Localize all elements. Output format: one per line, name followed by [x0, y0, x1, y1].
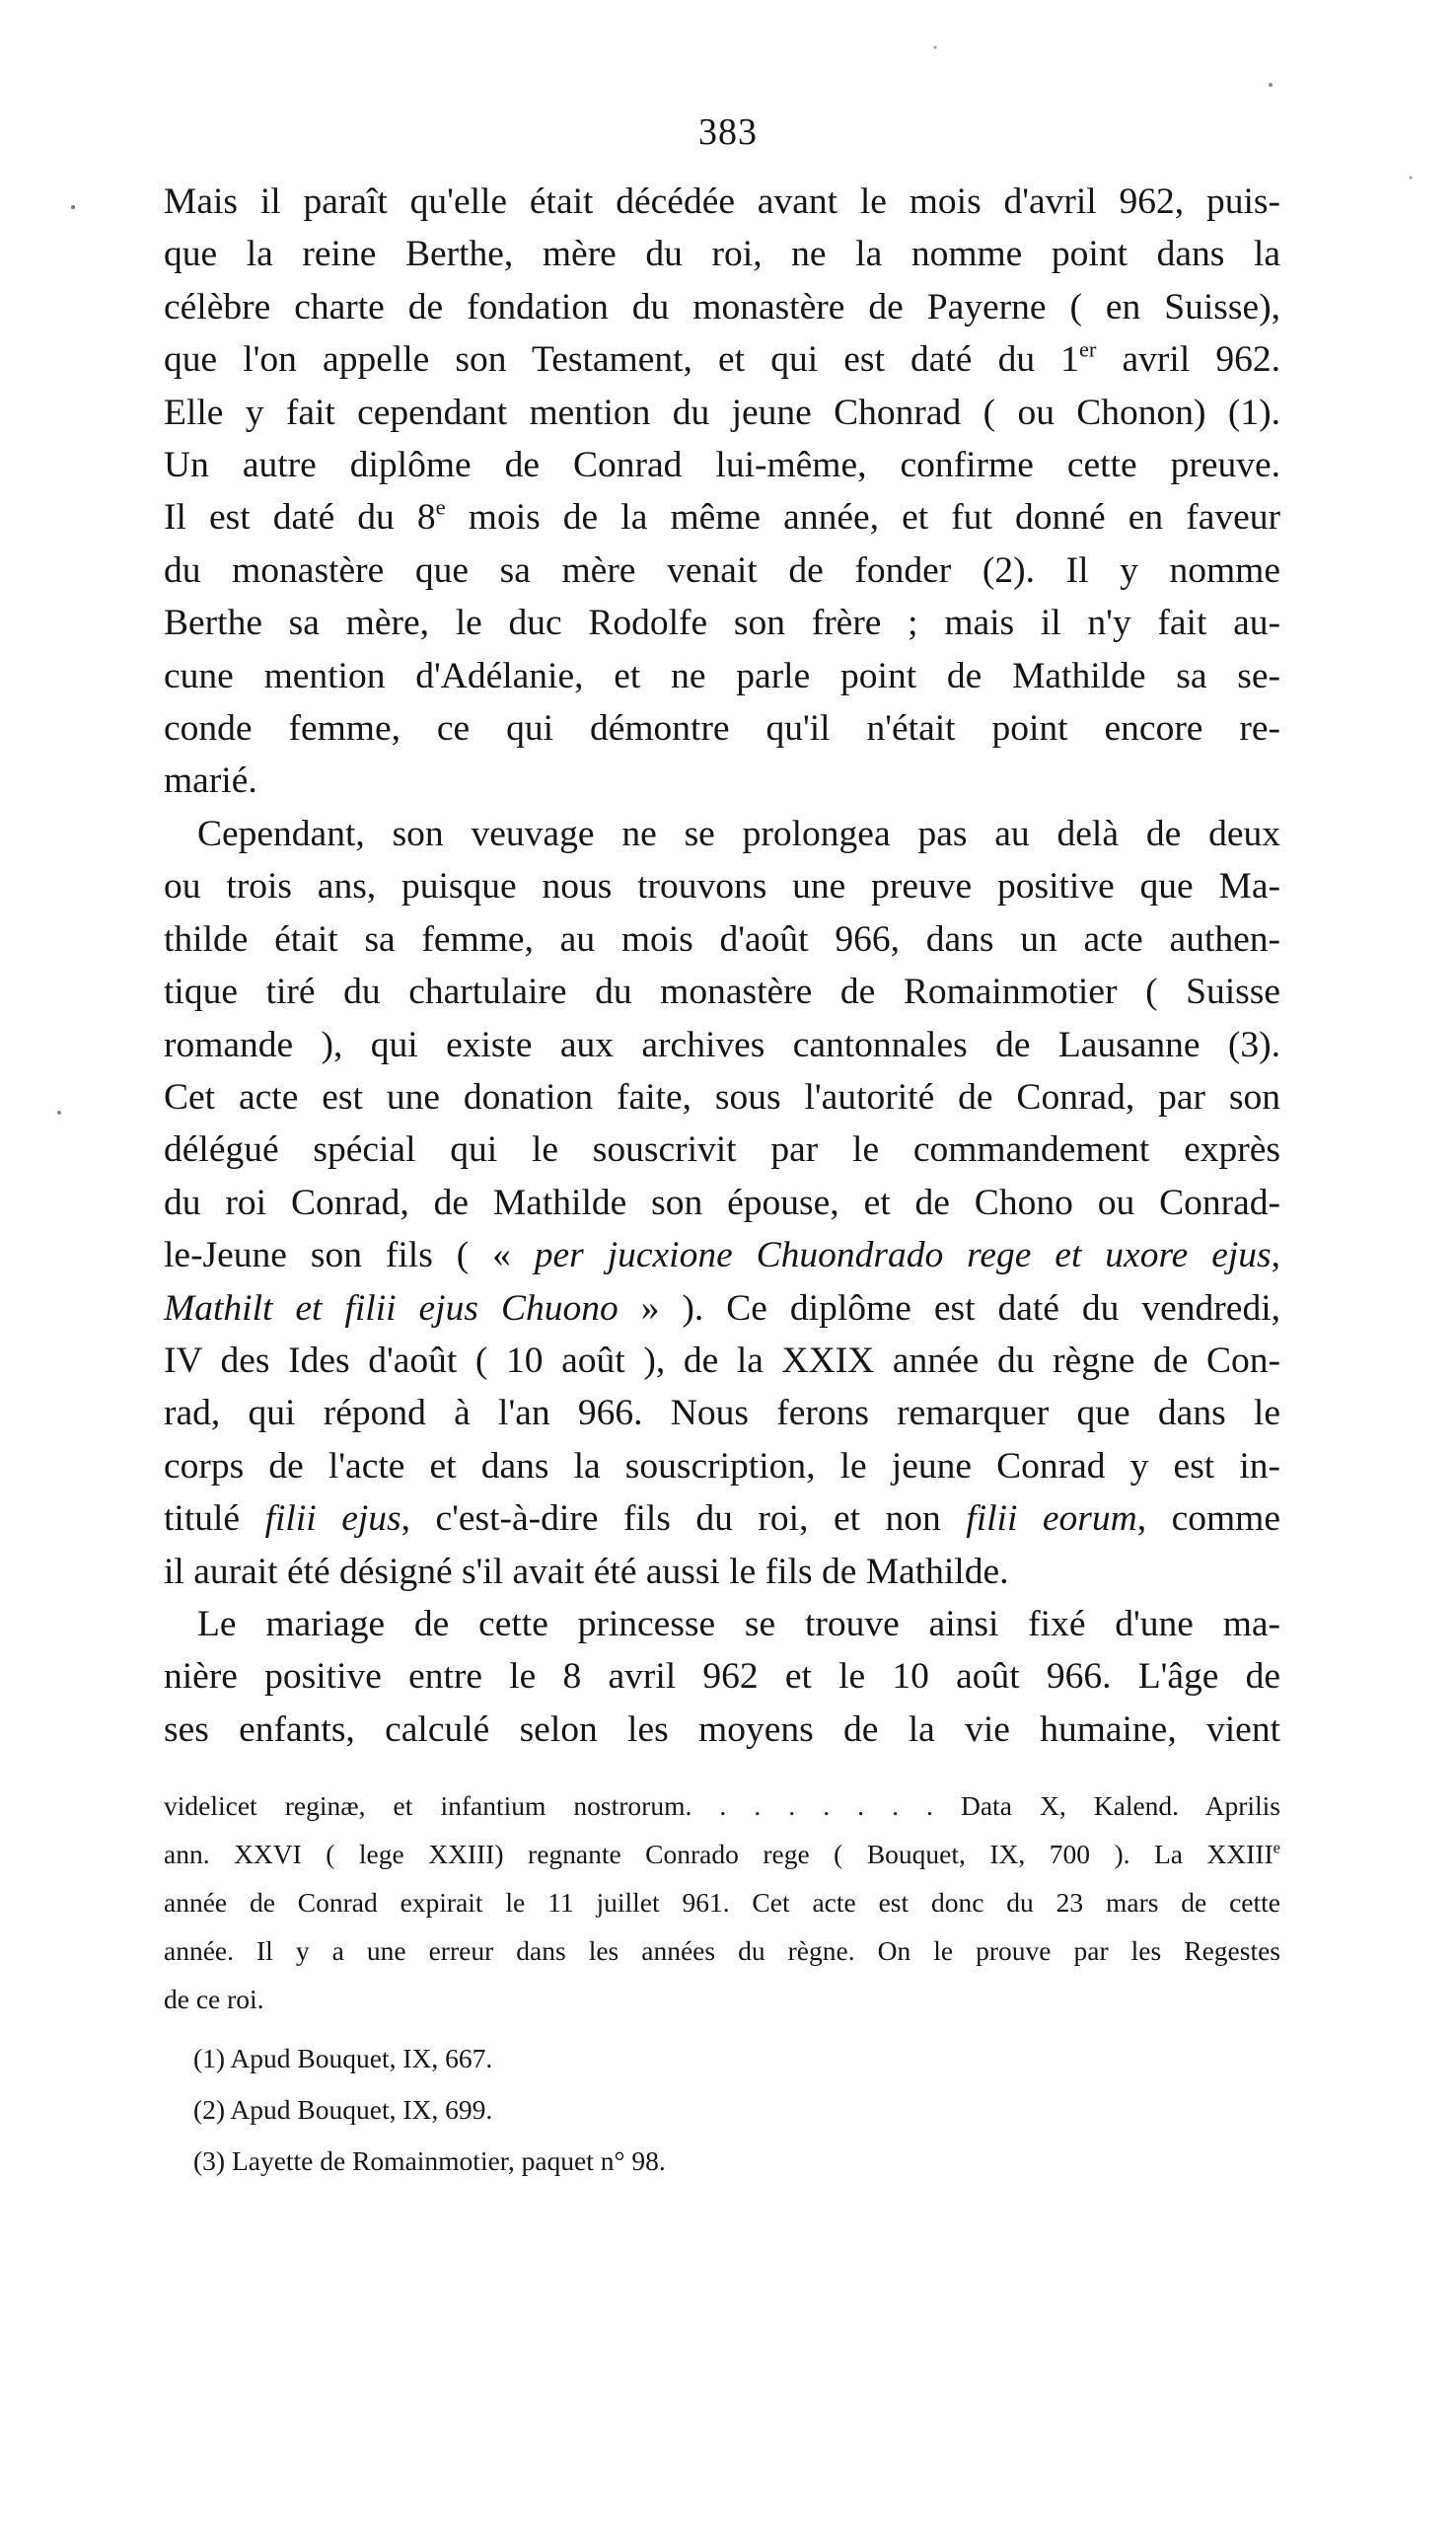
text-span: que l'on appelle son Testament, et qui est daté du 1	[164, 339, 1079, 381]
text-span: » ). Ce diplôme est daté du vendredi,	[618, 1287, 1280, 1329]
text-line: marié.	[164, 761, 257, 802]
text-line: du roi Conrad, de Mathilde son épouse, et de Chono ou Conrad-	[164, 1182, 1280, 1223]
text-span: Il est daté du 8	[164, 497, 436, 539]
text-line: romande ), qui existe aux archives cantonnales de Lausanne (3).	[164, 1024, 1280, 1065]
text-line: nière positive entre le 8 avril 962 et le 10 août 966. L'âge de	[164, 1656, 1280, 1698]
text-span: avril 962.	[1096, 339, 1280, 381]
ink-speck	[57, 1111, 61, 1115]
latin-term: filii ejus	[264, 1498, 401, 1540]
latin-quote: per jucxione Chuondrado rege et uxore ejus	[534, 1235, 1272, 1276]
text-line: IV des Ides d'août ( 10 août ), de la XXIX année du règne de Con-	[164, 1340, 1280, 1381]
superscript: e	[1273, 1838, 1280, 1857]
text-line: célèbre charte de fondation du monastère de Payerne ( en Suisse),	[164, 286, 1280, 327]
ink-speck	[934, 46, 937, 49]
ink-speck	[71, 205, 75, 209]
text-line: cune mention d'Adélanie, et ne parle point de Mathilde sa se-	[164, 655, 1280, 696]
footnote-1: (1) Apud Bouquet, IX, 667.	[193, 2043, 493, 2073]
latin-term: filii eorum	[966, 1498, 1137, 1540]
latin-quote: Mathilt et filii ejus Chuono	[164, 1287, 619, 1329]
footnote-line: videlicet reginæ, et infantium nostrorum. . . . . . . . Data X, Kalend. Aprilis	[164, 1790, 1280, 1821]
footnote-3: (3) Layette de Romainmotier, paquet n° 98.	[193, 2145, 666, 2176]
superscript: er	[1078, 336, 1097, 362]
text-span: , comme	[1136, 1498, 1280, 1540]
text-span: ,	[1271, 1235, 1280, 1276]
text-span: , c'est-à-dire fils du roi, et non	[400, 1498, 967, 1540]
text-line: conde femme, ce qui démontre qu'il n'était point encore re-	[164, 708, 1280, 750]
text-line: tique tiré du chartulaire du monastère de Romainmotier ( Suisse	[164, 972, 1280, 1013]
page-number: 383	[698, 111, 758, 153]
text-line: Un autre diplôme de Conrad lui-même, confirme cette preuve.	[164, 445, 1280, 486]
text-line: Cet acte est une donation faite, sous l'autorité de Conrad, par son	[164, 1076, 1280, 1118]
text-line: Le mariage de cette princesse se trouve ainsi fixé d'une ma-	[197, 1603, 1280, 1644]
text-span: ann. XXVI ( lege XXIII) regnante Conrado rege ( Bouquet, IX, 700 ). La XXIII	[164, 1839, 1274, 1869]
text-line: que la reine Berthe, mère du roi, ne la nomme point dans la	[164, 234, 1280, 275]
text-span: le-Jeune son fils ( «	[164, 1235, 535, 1276]
text-line: Elle y fait cependant mention du jeune Chonrad ( ou Chonon) (1).	[164, 392, 1280, 433]
text-span: mois de la même année, et fut donné en faveur	[445, 497, 1280, 539]
text-span: titulé	[164, 1498, 265, 1540]
text-line: corps de l'acte et dans la souscription, le jeune Conrad y est in-	[164, 1445, 1280, 1487]
text-line: Mais il paraît qu'elle était décédée avant le mois d'avril 962, puis-	[164, 181, 1280, 222]
text-line: Berthe sa mère, le duc Rodolfe son frère ; mais il n'y fait au-	[164, 603, 1280, 644]
ink-speck	[1410, 177, 1413, 180]
text-line: rad, qui répond à l'an 966. Nous ferons remarquer que dans le	[164, 1393, 1280, 1434]
text-line: du monastère que sa mère venait de fonder (2). Il y nomme	[164, 549, 1280, 591]
text-line: ses enfants, calculé selon les moyens de la vie humaine, vient	[164, 1708, 1280, 1750]
footnote-line: année. Il y a une erreur dans les années du règne. On le prouve par les Regestes	[164, 1935, 1280, 1966]
text-line: ou trois ans, puisque nous trouvons une preuve positive que Ma-	[164, 866, 1280, 907]
footnote-line: de ce roi.	[164, 1984, 264, 2014]
text-line: Cependant, son veuvage ne se prolongea pas au delà de deux	[197, 813, 1280, 854]
footnote-line: année de Conrad expirait le 11 juillet 961. Cet acte est donc du 23 mars de cette	[164, 1887, 1280, 1918]
footnote-2: (2) Apud Bouquet, IX, 699.	[193, 2094, 493, 2125]
text-line: il aurait été désigné s'il avait été aussi le fils de Mathilde.	[164, 1551, 1009, 1592]
text-line: thilde était sa femme, au mois d'août 966, dans un acte authen-	[164, 918, 1280, 960]
ink-speck	[1269, 83, 1273, 87]
text-line: délégué spécial qui le souscrivit par le commandement exprès	[164, 1129, 1280, 1171]
superscript: e	[435, 494, 446, 520]
